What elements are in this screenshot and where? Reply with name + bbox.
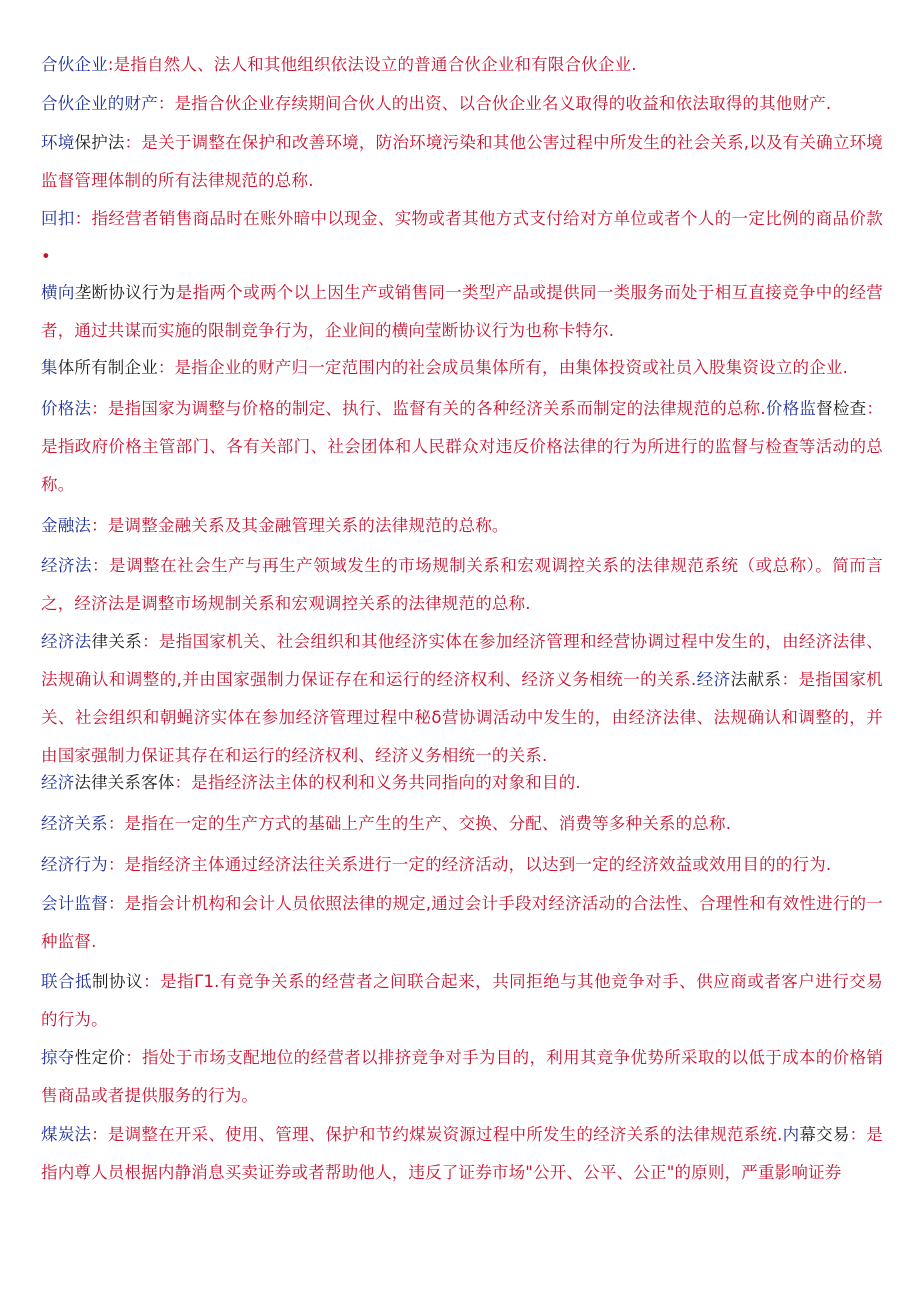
entry-term: 法献系 (730, 670, 782, 689)
entry-term: 合伙企业 (41, 55, 108, 74)
glossary-entry (41, 547, 883, 623)
glossary-entry (41, 963, 883, 1039)
entry-term: 回扣 (41, 209, 75, 228)
entry-term: 掠夺 (41, 1048, 75, 1067)
entry-definition: ：是指政府价格主管部门、各有关部门、社会团体和人民群众对违反价格法律的行为所进行的监督与检查等活动的总称。 (41, 399, 884, 494)
entry-term: 内 (782, 1125, 800, 1144)
entry-definition: ：是指经济主体通过经济法往关系进行一定的经济活动，以达到一定的经济效益或效用目的的行为. (107, 855, 832, 874)
entry-term: 经济法 (41, 632, 92, 651)
entry-definition: ：是调整在开采、使用、管理、保护和节约煤炭资源过程中所发生的经济关系的法律规范系统. (91, 1125, 783, 1144)
entry-definition: ：是调整金融关系及其金融管理关系的法律规范的总称。 (91, 516, 509, 535)
glossary-entry (41, 274, 883, 350)
glossary-entry (41, 124, 883, 200)
entry-term: 经济行为 (41, 855, 108, 874)
entry-term: 法律关系客体 (74, 773, 175, 792)
glossary-entry (41, 349, 883, 387)
entry-definition: ：是关于调整在保护和改善环境，防治环境污染和其他公害过程中所发生的社会关系,以及有关确立环境监督管理体制的所有法律规范的总称. (41, 133, 883, 190)
glossary-entry (41, 85, 883, 123)
glossary-entry (41, 507, 883, 545)
entry-term: 集 (41, 358, 58, 377)
entry-term: 环境 (41, 133, 75, 152)
entry-term: 煤炭法 (41, 1125, 92, 1144)
entry-term: 性定价 (74, 1048, 126, 1067)
entry-definition: ：是指Γ1.有竞争关系的经营者之间联合起来，共同拒绝与其他竞争对手、供应商或者客户进行交易的行为。 (41, 972, 883, 1029)
glossary-entry (41, 390, 883, 504)
glossary-entry (41, 764, 883, 802)
entry-term: 横向 (41, 283, 75, 302)
entry-definition: ：是指国家机关、社会组织和朝蝇济实体在参加经济管理过程中秘δ营协调活动中发生的，由经济法律、法规确认和调整的，并由国家强制力保证其存在和运行的经济权利、经济义务相统一的关系. (41, 670, 883, 765)
glossary-entry (41, 885, 883, 961)
entry-term: 体所有制企业 (57, 358, 158, 377)
glossary-entry (41, 805, 883, 843)
glossary-entry (41, 1039, 883, 1115)
entry-term: 联合抵 (41, 972, 93, 991)
entry-term: 金融法 (41, 516, 92, 535)
entry-definition: ：是指国家机关、社会组织和其他经济实体在参加经济管理和经营协调过程中发生的，由经济法律、法规确认和调整的,并由国家强制力保证存在和运行的经济权利、经济义务相统一的关系. (41, 632, 883, 689)
glossary-entry (41, 623, 883, 775)
entry-term: 幕交易 (799, 1125, 850, 1144)
glossary-entry (41, 200, 883, 276)
entry-term: 经济 (696, 670, 731, 689)
entry-definition: ：是指企业的财产归一定范围内的社会成员集体所有，由集体投资或社员入股集资设立的企业. (157, 358, 849, 377)
entry-definition: ：是指会计机构和会计人员依照法律的规定,通过会计手段对经济活动的合法性、合理性和有效性进行的一种监督. (41, 894, 883, 951)
entry-term: 价格监 (765, 399, 817, 418)
entry-term: 保护法 (74, 133, 125, 152)
entry-definition: ：是调整在社会生产与再生产领域发生的市场规制关系和宏观调控关系的法律规范系统（或总称）。简而言之，经济法是调整市场规制关系和宏观调控关系的法律规范的总称. (41, 556, 883, 613)
entry-definition: ：是指合伙企业存续期间合伙人的出资、以合伙企业名义取得的收益和依法取得的其他财产. (157, 94, 832, 113)
entry-term: 会计监督 (41, 894, 108, 913)
glossary-entry (41, 46, 883, 84)
entry-term: 合伙企业的财产 (41, 94, 158, 113)
entry-definition: ：是指在一定的生产方式的基础上产生的生产、交换、分配、消费等多种关系的总称. (107, 814, 732, 833)
entry-term: 经济法 (41, 556, 93, 575)
entry-term: 经济 (41, 773, 75, 792)
glossary-entry (41, 846, 883, 884)
entry-definition: 是指两个或两个以上因生产或销售同一类型产品或提供同一类服务而处于相互直接竞争中的经营者，通过共谋而实施的限制竞争行为，企业间的横向莹断协议行为也称卡特尔. (41, 283, 883, 340)
entry-term: 垄断协议行为 (74, 283, 176, 302)
entry-definition: :是指自然人、法人和其他组织依法设立的普通合伙企业和有限合伙企业. (107, 55, 637, 74)
entry-definition: ：指经营者销售商品时在账外暗中以现金、实物或者其他方式支付给对方单位或者个人的一定比例的商品价款• (41, 209, 883, 266)
entry-term: 制协议 (92, 972, 144, 991)
entry-term: 经济关系 (41, 814, 108, 833)
entry-term: 价格法 (41, 399, 92, 418)
entry-definition: ：是指国家为调整与价格的制定、执行、监督有关的各种经济关系而制定的法律规范的总称. (91, 399, 766, 418)
entry-term: 督检查 (816, 399, 867, 418)
glossary-entry (41, 1116, 883, 1192)
entry-term: 律关系 (91, 632, 143, 651)
entry-definition: ：是指内尊人员根据内静消息买卖证券或者帮助他人，违反了证券市场"公开、公平、公正"的原则，严重影响证券 (41, 1125, 883, 1182)
entry-definition: ：是指经济法主体的权利和义务共同指向的对象和目的. (174, 773, 581, 792)
entry-definition: ：指处于市场支配地位的经营者以排挤竞争对手为目的，利用其竞争优势所采取的以低于成本的价格销售商品或者提供服务的行为。 (41, 1048, 883, 1105)
